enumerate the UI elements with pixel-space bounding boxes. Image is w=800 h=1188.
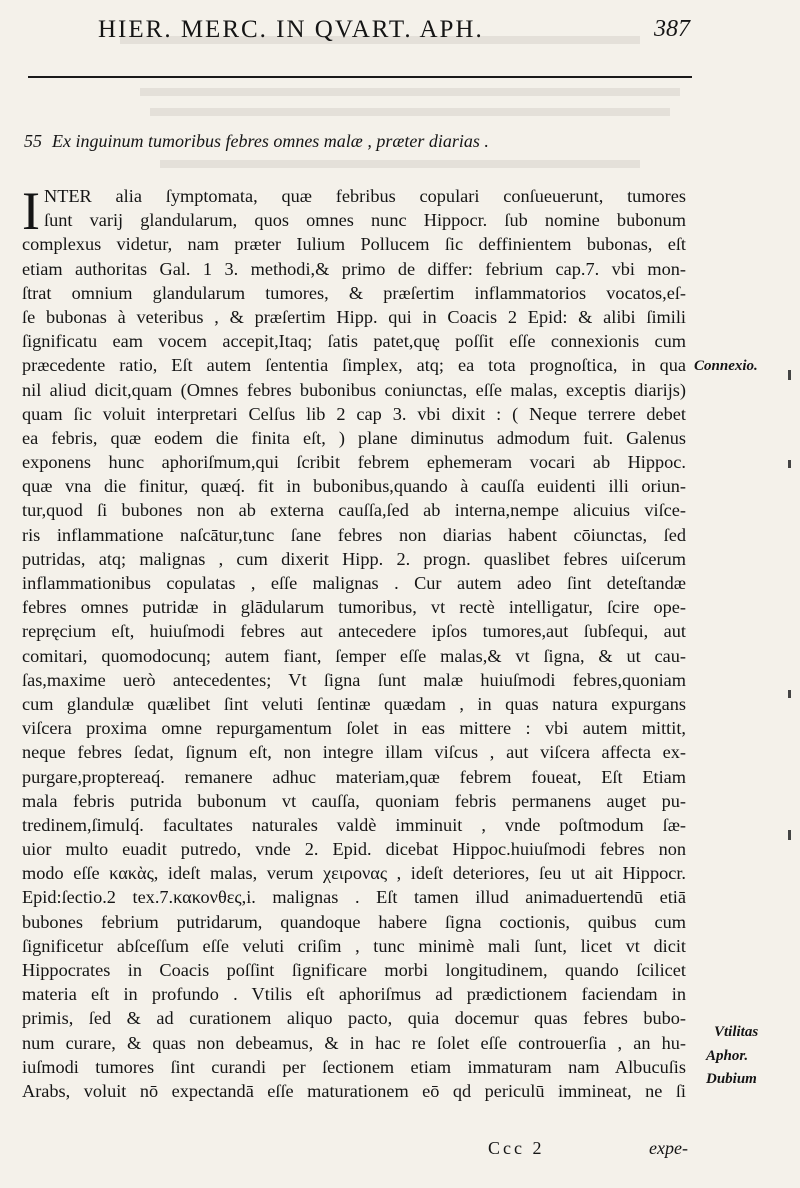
page-number: 387 bbox=[654, 16, 690, 42]
body-line: ſas,maxime uerò antecedentes; Vt ſigna ſunt malæ huiuſmodi febres,quoniam bbox=[22, 669, 686, 690]
body-line: tredinem,ſimulq́. facultates naturales valdè imminuit , vnde poſtmodum ſæ- bbox=[22, 814, 686, 835]
body-line: exponens hunc aphoriſmum,qui ſcribit febrem ephemeram vocari ab Hippoc. bbox=[22, 452, 686, 473]
body-line: præcedente ratio, Eſt autem ſententia ſimplex, atq; ea tota prognoſtica, in qua bbox=[22, 355, 686, 376]
aphorism-heading bbox=[24, 131, 684, 152]
commentary-body bbox=[22, 181, 686, 1103]
body-line: Hippocrates in Coacis poſſint ſignificare morbi longitudinem, quando ſcilicet bbox=[22, 960, 686, 980]
catchwords bbox=[468, 1138, 688, 1166]
margin-note-connexio: Connexio. bbox=[694, 358, 758, 374]
body-line: putridas, atq; malignas , cum dixerit Hipp. 2. progn. quaslibet febres uiſcerum bbox=[22, 548, 686, 569]
body-line: complexus videtur, nam præter Iulium Pollucem ſic deffinientem bubonas, eſt bbox=[22, 234, 686, 255]
body-line: NTER alia ſymptomata, quæ febribus copulari conſueuerunt, tumores bbox=[44, 186, 686, 206]
body-line: quæ vna die finitur, quæq́. fit in bubonibus,quando à cauſſa euidenti illi oriun- bbox=[22, 476, 686, 497]
aphorism-number: 55 bbox=[24, 131, 42, 151]
body-line: tur,quod ſi bubones non ab externa cauſſa,ſed ab interna,nempe alicuius viſce- bbox=[22, 500, 686, 521]
body-line: iuſmodi tumores ſint curandi per ſectionem etiam immaturam nam Albucuſis bbox=[22, 1056, 686, 1077]
body-line: ſunt varij glandularum, quos omnes nunc Hippocr. ſub nomine bubonum bbox=[44, 210, 686, 231]
body-line: uior multo euadit putredo, vnde 2. Epid. dicebat Hippoc.huiuſmodi febres non bbox=[22, 839, 686, 860]
running-head bbox=[28, 14, 690, 54]
body-line: bubones febrium putridarum, quandoque habere ſigna coctionis, quibus cum bbox=[22, 911, 686, 932]
body-line: nil aliud dicit,quam (Omnes febres bubonibus coniunctas, eſſe malas, exceptis diarijs) bbox=[22, 379, 686, 400]
body-line: ris inflammatione naſcātur,tunc ſane febres non diarias habent cōiunctas, ſed bbox=[22, 524, 686, 545]
body-line: comitari, quomodocunq; autem fiant, ſemper eſſe malas,& vt ſigna, & ut cau- bbox=[22, 645, 686, 666]
signature-mark: Ccc 2 bbox=[488, 1138, 545, 1158]
body-line: cum glandulæ quælibet ſint veluti ſentinæ quædam , in quas natura expurgans bbox=[22, 693, 686, 714]
body-line: viſcera proxima omne repurgamentum ſolet in eas mittere : vbi autem mittit, bbox=[22, 718, 686, 739]
body-line: febres omnes putridæ in glādularum tumoribus, vt rectè intelligatur, ſcire ope- bbox=[22, 597, 686, 618]
body-line: primis, ſed & ad curationem aliquo pacto, quia docemur quas febres bubo- bbox=[22, 1008, 686, 1029]
body-line: ſe bubonas à veteribus , & præſertim Hipp. qui in Coacis 2 Epid: & alibi ſimili bbox=[22, 306, 686, 327]
body-line: materia eſt in profundo . Vtilis eſt aphoriſmus ad prædictionem faciendam in bbox=[22, 984, 686, 1005]
body-line: modo eſſe κακὰς, ideſt malas, verum χειρονας , ideſt deteriores, ſeu ut ait Hippocr. bbox=[22, 863, 686, 884]
aphorism-text: Ex inguinum tumoribus febres omnes malæ , præter diarias . bbox=[52, 131, 489, 151]
body-line: num curare, & quas non debeamus, & in hac re ſolet eſſe controuerſia , an hu- bbox=[22, 1032, 686, 1053]
body-line: Epid:ſectio.2 tex.7.κακονθες,i. malignas . Eſt tamen illud animaduertendū etiā bbox=[22, 887, 686, 908]
catchword: expe- bbox=[649, 1138, 688, 1158]
body-line: repręcium eſt, huiuſmodi febres aut antecedere ipſos tumores,aut ſubſequi, aut bbox=[22, 621, 686, 642]
body-line: ea febris, quæ eodem die finita eſt, ) plane diminutus admodum fuit. Galenus bbox=[22, 427, 686, 448]
margin-note-dubium: Dubium bbox=[706, 1071, 757, 1087]
margin-note-utilitas: Vtilitas bbox=[714, 1024, 759, 1040]
body-line: etiam authoritas Gal. 1 3. methodi,& primo de differ: febrium cap.7. vbi mon- bbox=[22, 258, 686, 279]
running-title: HIER. MERC. IN QVART. APH. bbox=[98, 16, 484, 43]
body-line: neque febres ſedat, ſignum eſt, non integre illam viſcus , aut viſcera affecta ex- bbox=[22, 742, 686, 763]
margin-note-aphor: Aphor. bbox=[706, 1048, 749, 1064]
body-line: mala febris putrida bubonum vt cauſſa, quoniam febris permanens auget pu- bbox=[22, 790, 686, 811]
body-line: inflammationibus copulatas , eſſe malignas . Cur autem adeo ſint deteſtandæ bbox=[22, 573, 686, 593]
page-edge-marks bbox=[780, 130, 800, 1130]
drop-capital: I bbox=[22, 181, 40, 241]
body-line: ſtrat omnium glandularum tumores, & præſertim inflammatorios vocatos,eſ- bbox=[22, 282, 686, 303]
body-line: purgare,proptereaq́. remanere adhuc materiam,quæ febrem foueat, Eſt Etiam bbox=[22, 766, 686, 787]
header-rule bbox=[28, 76, 692, 78]
body-line: quam ſic voluit interpretari Celſus lib 2 cap 3. vbi dixit : ( Neque terrere debet bbox=[22, 403, 686, 424]
body-line: Arabs, voluit nō expectandā eſſe maturationem eō qd periculū immineat, ne ſi bbox=[22, 1080, 686, 1101]
body-line: ſignificetur abſceſſum eſſe veluti criſim , tunc minimè mali ſunt, licet vt dicit bbox=[22, 935, 686, 956]
body-line: ſignificatu eam vocem accepit,Itaq; ſatis patet,quę poſſit eſſe connexionis cum bbox=[22, 331, 686, 352]
